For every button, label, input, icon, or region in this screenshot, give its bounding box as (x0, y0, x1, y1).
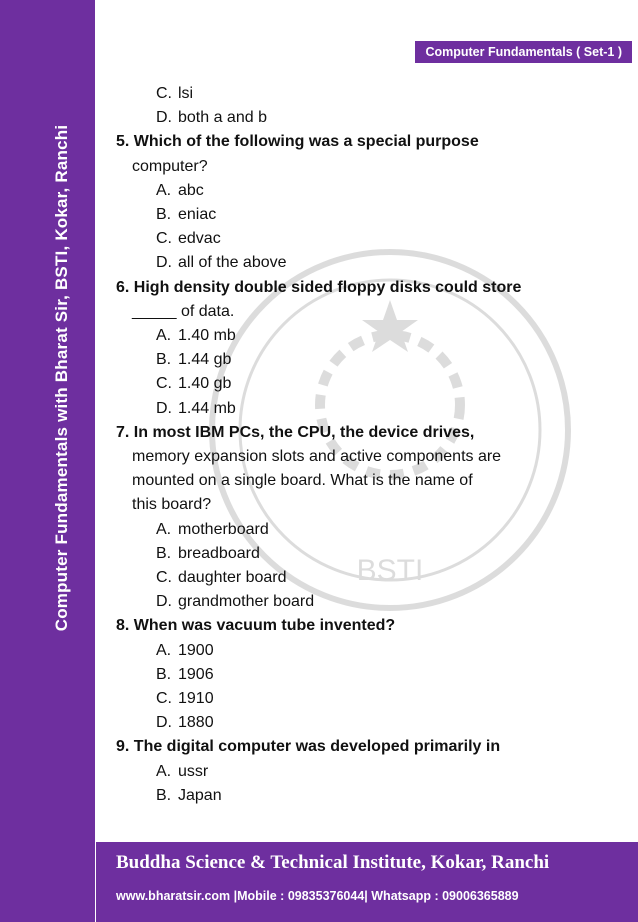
option-letter: C. (156, 569, 172, 587)
answer-option (116, 687, 616, 711)
option-text: Japan (178, 786, 222, 804)
question-text: 6. High density double sided floppy disks could store (116, 278, 522, 296)
answer-option (116, 542, 616, 566)
answer-option (116, 639, 616, 663)
answer-option (116, 784, 616, 808)
option-letter: A. (156, 520, 172, 538)
answer-option (116, 566, 616, 590)
option-letter: C. (156, 230, 172, 248)
answer-option (116, 203, 616, 227)
watermark-text: BSTI (356, 554, 424, 587)
option-text: lsi (178, 85, 194, 102)
option-text: breadboard (178, 544, 260, 562)
option-text: 1.44 gb (178, 351, 232, 369)
option-text: grandmother board (178, 593, 315, 611)
option-letter: C. (156, 85, 172, 102)
header-badge: Computer Fundamentals ( Set-1 ) (415, 41, 632, 63)
answer-option (116, 179, 616, 203)
option-letter: B. (156, 351, 172, 369)
option-text: 1.44 mb (178, 399, 236, 417)
option-letter: D. (156, 593, 172, 611)
institute-name: Buddha Science & Technical Institute, Kokar, Ranchi (116, 852, 550, 873)
option-text: ussr (178, 762, 209, 780)
option-letter: C. (156, 690, 172, 708)
option-letter: D. (156, 109, 172, 127)
footer-bar (96, 842, 638, 922)
option-text: all of the above (178, 254, 287, 272)
option-letter: D. (156, 254, 172, 272)
answer-option (116, 82, 616, 106)
question-text: 9. The digital computer was developed primarily in (116, 738, 501, 756)
option-text: daughter board (178, 569, 287, 587)
answer-option (116, 251, 616, 275)
contact-info: www.bharatsir.com |Mobile : 09835376044| Whatsapp : 09006365889 (116, 889, 519, 903)
option-letter: B. (156, 544, 172, 562)
option-letter: C. (156, 375, 172, 393)
option-text: motherboard (178, 520, 269, 538)
answer-option (116, 711, 616, 735)
question-continuation: mounted on a single board. What is the name of (132, 472, 473, 490)
question-list (116, 82, 616, 808)
sidebar-title: Computer Fundamentals with Bharat Sir, BSTI, Kokar, Ranchi (52, 124, 71, 632)
question-continuation: this board? (132, 496, 212, 514)
option-text: abc (178, 181, 204, 199)
option-text: 1906 (178, 665, 214, 683)
option-letter: B. (156, 786, 172, 804)
option-letter: B. (156, 665, 172, 683)
answer-option (116, 590, 616, 614)
option-letter: A. (156, 327, 172, 345)
option-text: both a and b (178, 109, 267, 127)
option-letter: A. (156, 641, 172, 659)
answer-option (116, 324, 616, 348)
option-letter: A. (156, 762, 172, 780)
option-text: 1910 (178, 690, 214, 708)
answer-option (116, 106, 616, 130)
answer-option (116, 348, 616, 372)
option-text: eniac (178, 206, 217, 224)
answer-option (116, 227, 616, 251)
option-letter: A. (156, 181, 172, 199)
option-text: 1.40 mb (178, 327, 236, 345)
question-continuation: computer? (132, 157, 208, 175)
answer-option (116, 518, 616, 542)
question-text: 5. Which of the following was a special purpose (116, 133, 479, 151)
answer-option (116, 372, 616, 396)
option-letter: B. (156, 206, 172, 224)
option-text: edvac (178, 230, 221, 248)
question-text: 7. In most IBM PCs, the CPU, the device drives, (116, 423, 475, 441)
answer-option (116, 760, 616, 784)
answer-option (116, 397, 616, 421)
question-continuation: memory expansion slots and active components are (132, 448, 502, 466)
option-text: 1900 (178, 641, 214, 659)
question-text: 8. When was vacuum tube invented? (116, 617, 396, 635)
sidebar-band (0, 0, 95, 922)
question-continuation: _____ of data. (132, 302, 235, 320)
answer-option (116, 663, 616, 687)
option-letter: D. (156, 399, 172, 417)
option-text: 1880 (178, 714, 214, 732)
option-letter: D. (156, 714, 172, 732)
option-text: 1.40 gb (178, 375, 232, 393)
